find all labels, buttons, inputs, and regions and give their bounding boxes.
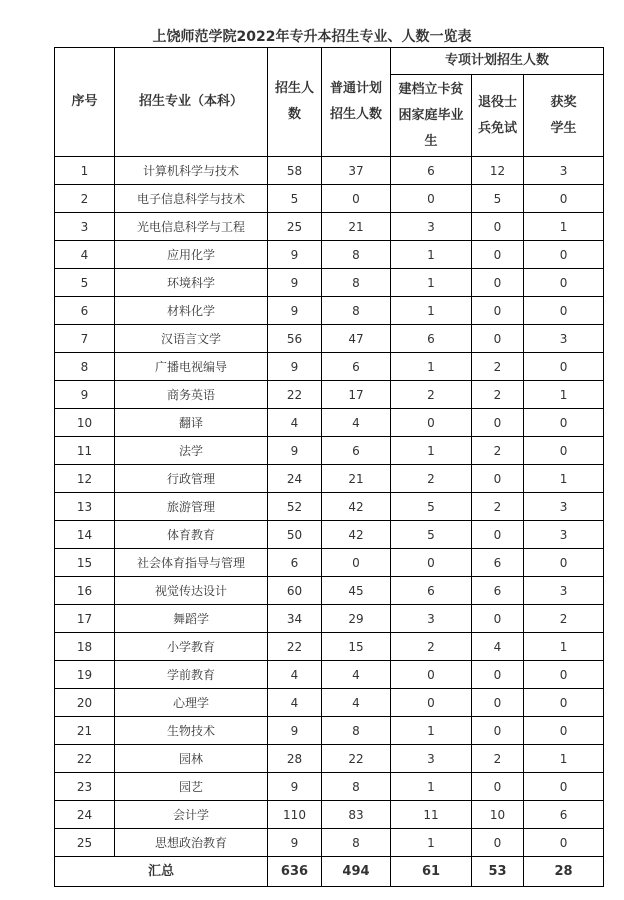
cell-index: 15	[55, 549, 115, 577]
total-label: 汇总	[55, 857, 268, 887]
cell-major: 电子信息科学与技术	[115, 185, 268, 213]
cell-awards: 1	[524, 633, 604, 661]
cell-awards: 1	[524, 213, 604, 241]
cell-major: 广播电视编导	[115, 353, 268, 381]
cell-veterans: 0	[472, 829, 524, 857]
cell-poverty: 2	[391, 633, 472, 661]
cell-enrollment: 56	[268, 325, 322, 353]
table-row	[55, 549, 604, 577]
cell-index: 4	[55, 241, 115, 269]
cell-veterans: 0	[472, 605, 524, 633]
table-row	[55, 745, 604, 773]
cell-general: 42	[322, 493, 391, 521]
cell-general: 0	[322, 185, 391, 213]
cell-awards: 2	[524, 605, 604, 633]
cell-awards: 1	[524, 381, 604, 409]
cell-veterans: 0	[472, 269, 524, 297]
cell-enrollment: 9	[268, 437, 322, 465]
cell-general: 8	[322, 297, 391, 325]
cell-poverty: 1	[391, 717, 472, 745]
cell-general: 37	[322, 157, 391, 185]
cell-general: 8	[322, 241, 391, 269]
cell-major: 小学教育	[115, 633, 268, 661]
cell-general: 8	[322, 717, 391, 745]
cell-poverty: 0	[391, 661, 472, 689]
cell-major: 应用化学	[115, 241, 268, 269]
cell-general: 21	[322, 465, 391, 493]
cell-veterans: 12	[472, 157, 524, 185]
cell-major: 社会体育指导与管理	[115, 549, 268, 577]
cell-poverty: 6	[391, 325, 472, 353]
enrollment-table	[54, 47, 604, 887]
cell-index: 11	[55, 437, 115, 465]
cell-general: 6	[322, 353, 391, 381]
cell-poverty: 1	[391, 437, 472, 465]
cell-poverty: 3	[391, 605, 472, 633]
cell-poverty: 1	[391, 241, 472, 269]
table-row	[55, 801, 604, 829]
cell-major: 旅游管理	[115, 493, 268, 521]
cell-enrollment: 4	[268, 661, 322, 689]
cell-awards: 1	[524, 465, 604, 493]
table-row	[55, 577, 604, 605]
cell-awards: 0	[524, 661, 604, 689]
cell-awards: 0	[524, 549, 604, 577]
table-row	[55, 521, 604, 549]
cell-major: 行政管理	[115, 465, 268, 493]
cell-major: 视觉传达设计	[115, 577, 268, 605]
cell-veterans: 0	[472, 465, 524, 493]
cell-major: 思想政治教育	[115, 829, 268, 857]
cell-index: 23	[55, 773, 115, 801]
cell-veterans: 5	[472, 185, 524, 213]
cell-awards: 0	[524, 185, 604, 213]
cell-general: 22	[322, 745, 391, 773]
cell-veterans: 10	[472, 801, 524, 829]
total-general: 494	[322, 857, 391, 887]
cell-veterans: 2	[472, 353, 524, 381]
cell-major: 汉语言文学	[115, 325, 268, 353]
cell-poverty: 1	[391, 353, 472, 381]
cell-index: 5	[55, 269, 115, 297]
cell-poverty: 1	[391, 773, 472, 801]
cell-index: 6	[55, 297, 115, 325]
cell-poverty: 0	[391, 549, 472, 577]
cell-awards: 0	[524, 269, 604, 297]
cell-poverty: 3	[391, 745, 472, 773]
cell-veterans: 0	[472, 409, 524, 437]
cell-awards: 0	[524, 437, 604, 465]
total-awards: 28	[524, 857, 604, 887]
cell-general: 42	[322, 521, 391, 549]
cell-poverty: 3	[391, 213, 472, 241]
cell-veterans: 0	[472, 241, 524, 269]
cell-enrollment: 58	[268, 157, 322, 185]
header-general-plan: 普通计划 招生人数	[322, 48, 391, 157]
cell-enrollment: 6	[268, 549, 322, 577]
cell-veterans: 4	[472, 633, 524, 661]
cell-poverty: 6	[391, 157, 472, 185]
cell-veterans: 0	[472, 661, 524, 689]
table-row	[55, 241, 604, 269]
cell-poverty: 0	[391, 409, 472, 437]
cell-major: 商务英语	[115, 381, 268, 409]
table-row	[55, 381, 604, 409]
cell-enrollment: 9	[268, 353, 322, 381]
total-enrollment: 636	[268, 857, 322, 887]
cell-general: 8	[322, 829, 391, 857]
cell-major: 计算机科学与技术	[115, 157, 268, 185]
cell-major: 环境科学	[115, 269, 268, 297]
cell-major: 心理学	[115, 689, 268, 717]
cell-enrollment: 9	[268, 297, 322, 325]
cell-index: 24	[55, 801, 115, 829]
header-special-plan-group: 专项计划招生人数	[391, 48, 604, 75]
cell-index: 10	[55, 409, 115, 437]
cell-poverty: 1	[391, 829, 472, 857]
cell-general: 8	[322, 269, 391, 297]
table-title: 上饶师范学院2022年专升本招生专业、人数一览表	[152, 29, 472, 45]
cell-poverty: 1	[391, 269, 472, 297]
cell-general: 4	[322, 409, 391, 437]
cell-major: 材料化学	[115, 297, 268, 325]
total-veterans: 53	[472, 857, 524, 887]
cell-general: 15	[322, 633, 391, 661]
header-index: 序号	[55, 48, 115, 157]
table-row	[55, 829, 604, 857]
cell-awards: 1	[524, 745, 604, 773]
cell-awards: 0	[524, 241, 604, 269]
cell-veterans: 0	[472, 297, 524, 325]
cell-veterans: 6	[472, 549, 524, 577]
cell-awards: 3	[524, 493, 604, 521]
cell-enrollment: 4	[268, 409, 322, 437]
cell-veterans: 0	[472, 773, 524, 801]
cell-enrollment: 4	[268, 689, 322, 717]
cell-poverty: 6	[391, 577, 472, 605]
table-row	[55, 493, 604, 521]
table-row	[55, 773, 604, 801]
cell-major: 舞蹈学	[115, 605, 268, 633]
cell-veterans: 2	[472, 437, 524, 465]
table-row	[55, 465, 604, 493]
cell-general: 8	[322, 773, 391, 801]
cell-enrollment: 5	[268, 185, 322, 213]
cell-enrollment: 9	[268, 773, 322, 801]
cell-index: 1	[55, 157, 115, 185]
cell-enrollment: 34	[268, 605, 322, 633]
table-row	[55, 689, 604, 717]
cell-general: 21	[322, 213, 391, 241]
cell-major: 会计学	[115, 801, 268, 829]
table-row	[55, 297, 604, 325]
table-row	[55, 605, 604, 633]
cell-index: 9	[55, 381, 115, 409]
table-row	[55, 353, 604, 381]
header-poverty: 建档立卡贫 困家庭毕业 生	[391, 75, 472, 157]
cell-enrollment: 110	[268, 801, 322, 829]
cell-awards: 0	[524, 773, 604, 801]
cell-index: 8	[55, 353, 115, 381]
cell-index: 21	[55, 717, 115, 745]
cell-poverty: 1	[391, 297, 472, 325]
total-poverty: 61	[391, 857, 472, 887]
cell-index: 22	[55, 745, 115, 773]
cell-general: 0	[322, 549, 391, 577]
cell-poverty: 0	[391, 689, 472, 717]
cell-general: 4	[322, 661, 391, 689]
cell-enrollment: 9	[268, 241, 322, 269]
cell-enrollment: 25	[268, 213, 322, 241]
cell-index: 7	[55, 325, 115, 353]
cell-veterans: 0	[472, 325, 524, 353]
cell-poverty: 5	[391, 493, 472, 521]
cell-veterans: 6	[472, 577, 524, 605]
cell-general: 83	[322, 801, 391, 829]
table-row	[55, 437, 604, 465]
cell-poverty: 2	[391, 465, 472, 493]
cell-index: 13	[55, 493, 115, 521]
cell-awards: 3	[524, 325, 604, 353]
cell-major: 光电信息科学与工程	[115, 213, 268, 241]
cell-index: 16	[55, 577, 115, 605]
table-row	[55, 633, 604, 661]
cell-veterans: 2	[472, 745, 524, 773]
cell-awards: 3	[524, 521, 604, 549]
cell-poverty: 0	[391, 185, 472, 213]
table-row	[55, 409, 604, 437]
cell-enrollment: 9	[268, 717, 322, 745]
cell-enrollment: 50	[268, 521, 322, 549]
cell-general: 4	[322, 689, 391, 717]
cell-index: 12	[55, 465, 115, 493]
cell-index: 3	[55, 213, 115, 241]
cell-major: 体育教育	[115, 521, 268, 549]
table-row	[55, 269, 604, 297]
cell-index: 25	[55, 829, 115, 857]
cell-enrollment: 60	[268, 577, 322, 605]
table-row	[55, 661, 604, 689]
header-enrollment: 招生人 数	[268, 48, 322, 157]
cell-awards: 3	[524, 577, 604, 605]
cell-awards: 0	[524, 297, 604, 325]
cell-index: 20	[55, 689, 115, 717]
header-awards: 获奖 学生	[524, 75, 604, 157]
cell-enrollment: 28	[268, 745, 322, 773]
table-row	[55, 717, 604, 745]
table-body	[55, 157, 604, 857]
cell-general: 6	[322, 437, 391, 465]
cell-veterans: 0	[472, 717, 524, 745]
cell-veterans: 0	[472, 689, 524, 717]
cell-general: 17	[322, 381, 391, 409]
cell-general: 47	[322, 325, 391, 353]
cell-poverty: 5	[391, 521, 472, 549]
cell-enrollment: 22	[268, 381, 322, 409]
cell-awards: 0	[524, 409, 604, 437]
table-header	[55, 48, 604, 157]
cell-veterans: 2	[472, 493, 524, 521]
cell-awards: 0	[524, 353, 604, 381]
cell-veterans: 0	[472, 213, 524, 241]
table-footer	[55, 857, 604, 887]
cell-major: 翻译	[115, 409, 268, 437]
cell-general: 29	[322, 605, 391, 633]
cell-index: 17	[55, 605, 115, 633]
cell-enrollment: 52	[268, 493, 322, 521]
cell-awards: 3	[524, 157, 604, 185]
cell-general: 45	[322, 577, 391, 605]
cell-awards: 0	[524, 829, 604, 857]
cell-awards: 0	[524, 717, 604, 745]
cell-index: 14	[55, 521, 115, 549]
cell-awards: 6	[524, 801, 604, 829]
cell-major: 生物技术	[115, 717, 268, 745]
cell-enrollment: 9	[268, 829, 322, 857]
cell-major: 法学	[115, 437, 268, 465]
cell-major: 园林	[115, 745, 268, 773]
cell-poverty: 11	[391, 801, 472, 829]
cell-index: 18	[55, 633, 115, 661]
cell-veterans: 2	[472, 381, 524, 409]
table-row	[55, 213, 604, 241]
cell-index: 19	[55, 661, 115, 689]
table-row	[55, 325, 604, 353]
cell-enrollment: 24	[268, 465, 322, 493]
header-veterans: 退役士 兵免试	[472, 75, 524, 157]
table-row	[55, 157, 604, 185]
cell-enrollment: 22	[268, 633, 322, 661]
total-row	[55, 857, 604, 887]
header-major: 招生专业（本科）	[115, 48, 268, 157]
cell-index: 2	[55, 185, 115, 213]
cell-awards: 0	[524, 689, 604, 717]
table-row	[55, 185, 604, 213]
cell-veterans: 0	[472, 521, 524, 549]
cell-poverty: 2	[391, 381, 472, 409]
cell-major: 学前教育	[115, 661, 268, 689]
cell-major: 园艺	[115, 773, 268, 801]
cell-enrollment: 9	[268, 269, 322, 297]
